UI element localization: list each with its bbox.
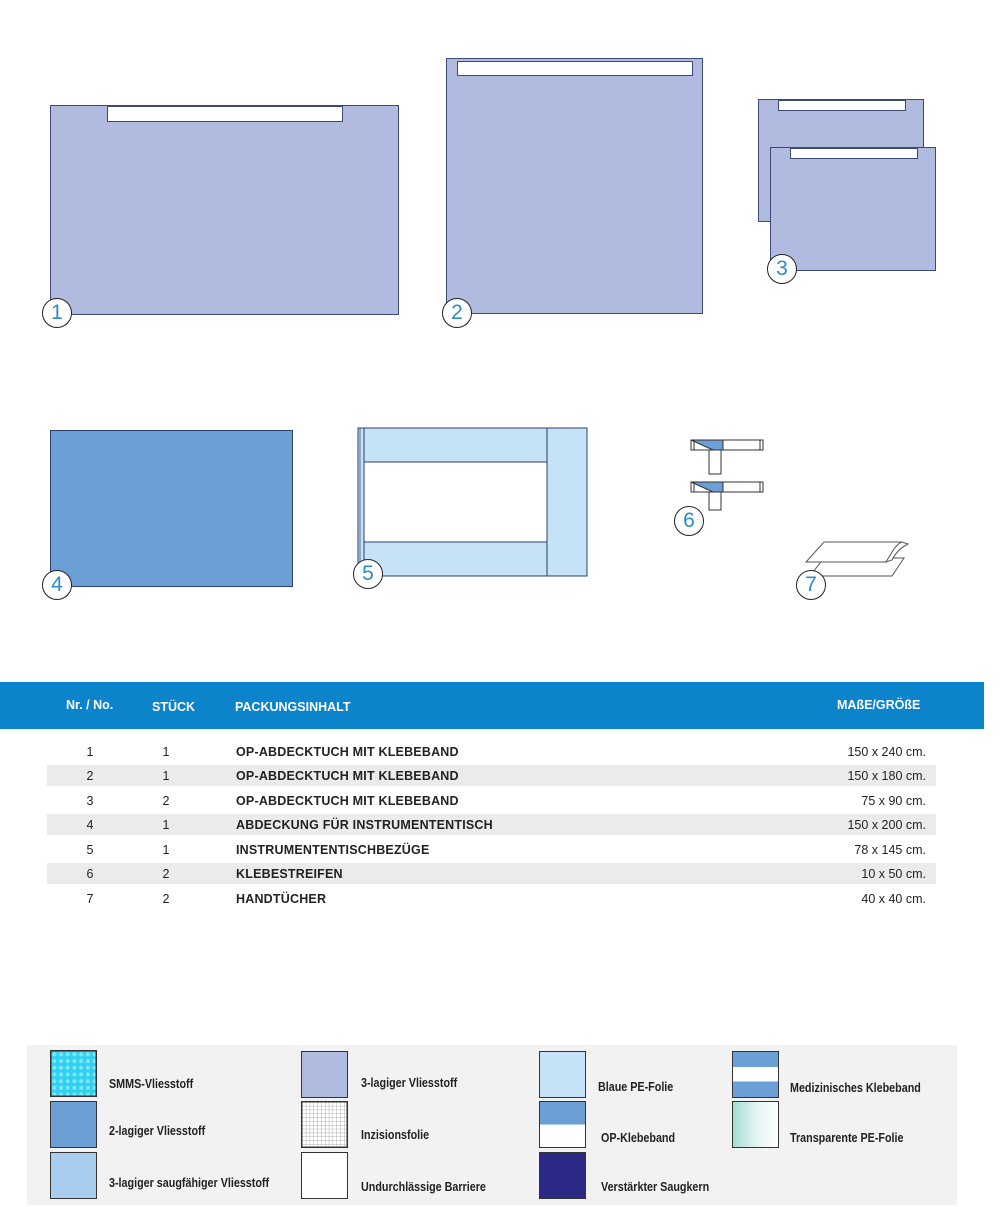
cell-inhalt: ABDECKUNG FÜR INSTRUMENTENTISCH (236, 818, 493, 832)
cell-inhalt: OP-ABDECKTUCH MIT KLEBEBAND (236, 769, 459, 783)
cell-inhalt: OP-ABDECKTUCH MIT KLEBEBAND (236, 745, 459, 759)
cell-masse: 75 x 90 cm. (861, 794, 926, 808)
legend-label-saugkern: Verstärkter Saugkern (601, 1180, 710, 1194)
table-row (47, 790, 936, 811)
header-nr: Nr. / No. (66, 698, 114, 712)
item-number-badge: 6 (674, 506, 704, 536)
legend-label-blaue-pe: Blaue PE-Folie (598, 1080, 674, 1094)
cell-nr: 6 (86, 867, 94, 881)
cell-masse: 150 x 180 cm. (847, 769, 926, 783)
item-number-badge: 2 (442, 298, 472, 328)
legend-label-barriere: Undurchlässige Barriere (361, 1180, 486, 1194)
cell-nr: 5 (86, 843, 94, 857)
cell-nr: 4 (86, 818, 94, 832)
drape-item-1 (50, 105, 399, 315)
cell-nr: 1 (86, 745, 94, 759)
instrument-table-cover-item-5 (356, 426, 592, 580)
swatch-drei-lagig-saug (50, 1152, 97, 1199)
table-row (47, 888, 936, 909)
legend-label-zwei-lagig: 2-lagiger Vliesstoff (109, 1124, 206, 1138)
cell-stueck: 2 (162, 892, 170, 906)
swatch-blaue-pe (539, 1051, 586, 1098)
cell-inhalt: OP-ABDECKTUCH MIT KLEBEBAND (236, 794, 459, 808)
swatch-smms (50, 1050, 97, 1097)
legend-label-inzision: Inzisionsfolie (361, 1128, 430, 1142)
table-row (47, 814, 936, 835)
cell-nr: 2 (86, 769, 94, 783)
legend-label-med-klebe: Medizinisches Klebeband (790, 1081, 921, 1095)
item-number-badge: 5 (353, 559, 383, 589)
swatch-op-klebe (539, 1101, 586, 1148)
swatch-inzision (301, 1101, 348, 1148)
cell-masse: 150 x 200 cm. (847, 818, 926, 832)
item-number-badge: 1 (42, 298, 72, 328)
header-inhalt: PACKUNGSINHALT (235, 700, 351, 714)
cell-masse: 10 x 50 cm. (861, 867, 926, 881)
table-cover-item-4 (50, 430, 293, 587)
cell-inhalt: KLEBESTREIFEN (236, 867, 343, 881)
table-header (0, 682, 984, 729)
swatch-med-klebe (732, 1051, 779, 1098)
legend-label-drei-lagig-saug: 3-lagiger saugfähiger Vliesstoff (109, 1176, 270, 1190)
cell-nr: 3 (86, 794, 94, 808)
cell-masse: 40 x 40 cm. (861, 892, 926, 906)
legend-label-op-klebe: OP-Klebeband (601, 1131, 676, 1145)
cell-masse: 78 x 145 cm. (854, 843, 926, 857)
header-masse: MAßE/GRÖßE (837, 698, 921, 712)
table-row (47, 741, 936, 762)
adhesive-strips-item-6 (688, 436, 768, 514)
table-row (47, 839, 936, 860)
cell-inhalt: INSTRUMENTENTISCHBEZÜGE (236, 843, 430, 857)
cell-stueck: 1 (162, 843, 170, 857)
item-number-badge: 4 (42, 570, 72, 600)
header-stueck: STÜCK (152, 700, 196, 714)
legend-label-drei-lagig: 3-lagiger Vliesstoff (361, 1076, 458, 1090)
drape-item-3-front (770, 147, 936, 271)
adhesive-strip (778, 100, 906, 111)
cell-stueck: 1 (162, 745, 170, 759)
cell-masse: 150 x 240 cm. (847, 745, 926, 759)
cell-nr: 7 (86, 892, 94, 906)
drape-item-2 (446, 58, 703, 314)
adhesive-strip (107, 106, 343, 122)
item-number-badge: 3 (767, 254, 797, 284)
swatch-barriere (301, 1152, 348, 1199)
cell-inhalt: HANDTÜCHER (236, 892, 327, 906)
table-row (47, 765, 936, 786)
swatch-transp-pe (732, 1101, 779, 1148)
swatch-zwei-lagig (50, 1101, 97, 1148)
adhesive-strip (457, 61, 693, 76)
table-row (47, 863, 936, 884)
cell-stueck: 2 (162, 794, 170, 808)
cell-stueck: 1 (162, 769, 170, 783)
legend-label-transp-pe: Transparente PE-Folie (790, 1131, 904, 1145)
swatch-saugkern (539, 1152, 586, 1199)
swatch-drei-lagig (301, 1051, 348, 1098)
material-legend (27, 1045, 957, 1205)
item-number-badge: 7 (796, 570, 826, 600)
cell-stueck: 2 (162, 867, 170, 881)
adhesive-strip (790, 148, 918, 159)
cell-stueck: 1 (162, 818, 170, 832)
legend-label-smms: SMMS-Vliesstoff (109, 1077, 194, 1091)
